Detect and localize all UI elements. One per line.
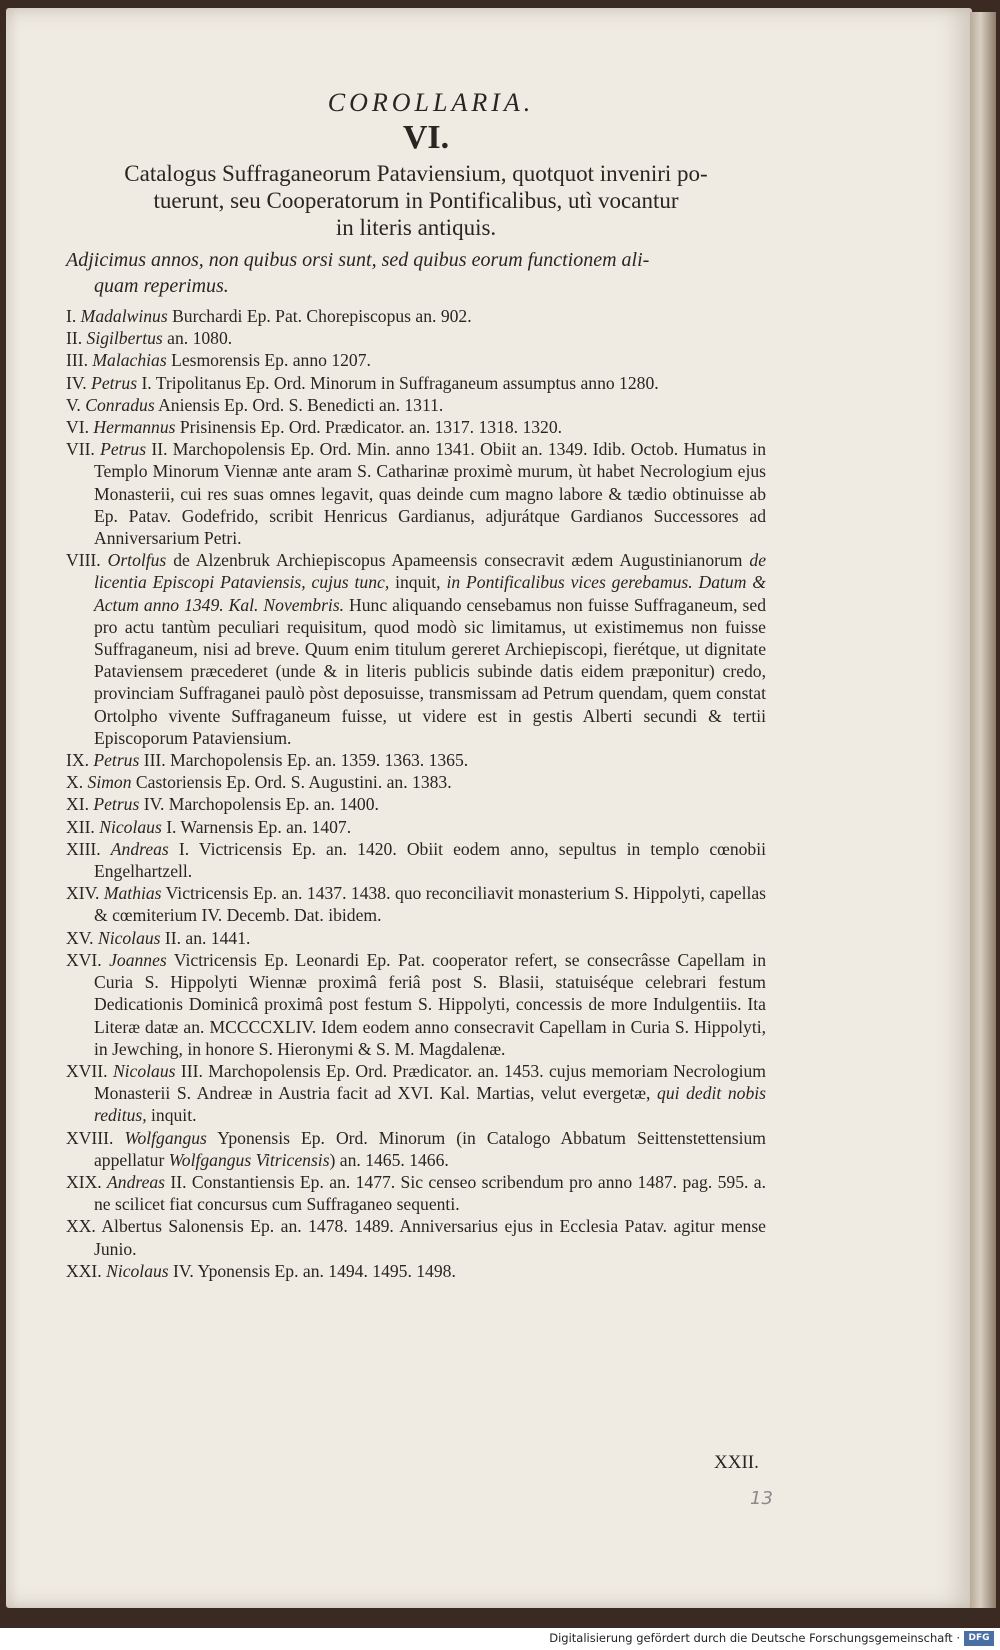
entry-text: Yponensis Ep. Ord. Minorum (in Catalogo Abbatum Seittenstettensium appellatur — [94, 1127, 766, 1170]
title-line: tuerunt, seu Cooperatorum in Pontificalibus, utì vocantur — [153, 188, 679, 213]
entry-text: I. Warnensis Ep. an. 1407. — [161, 816, 352, 837]
list-item — [66, 1060, 766, 1127]
entry-name: Malachias — [92, 350, 167, 371]
section-number: VI. — [402, 119, 450, 156]
entry-text: II. Marchopolensis Ep. Ord. Min. anno 1341. Obiit an. 1349. Idib. Octob. Humatus in Templo Minorum Viennæ ante aram S. Catharinæ proximè murum, ùt habet Necrologium ejus Monasterii, cui res suas omnes legavit, quas deinde cum magno labore & tædio obtinuisse ab Ep. Patav. Godefrido, scribit Henricus Gardianus, adjurátque Gardianos Successores ad Anniversarium Petri. — [94, 439, 766, 549]
entry-number: XVI. — [66, 949, 102, 970]
running-head: COROLLARIA. — [327, 88, 535, 117]
entry-text: IV. Marchopolensis Ep. an. 1400. — [139, 794, 379, 815]
entry-number: IX. — [66, 750, 89, 771]
title-line: Catalogus Suffraganeorum Pataviensium, quotquot inveniri po- — [124, 161, 708, 186]
list-item — [66, 927, 766, 949]
entry-name: Nicolaus — [106, 1260, 169, 1281]
entry-name: Wolfgangus — [124, 1127, 207, 1148]
entry-number: XV. — [66, 927, 94, 948]
entry-name: Sigilbertus — [86, 328, 163, 349]
entry-text: Hunc aliquando censebamus non fuisse Suffraganeum, sed pro actu tantùm peculiari requisitum, quod modò sic limitamus, ut existimemus non fuisse Suffraganeum, nisi ad breve. Quum enim titulum gereret Archiepiscopi, fierétque, ut dignitate Pataviensem præcederet (unde & in literis publicis subinde datis eidem præponitur) credo, provinciam Suffraganei paulò pòst deposuisse, transmissam ad Petrum quendam, quem constat Ortolpho vivente Suffraganeum fuisse, ut videre est in gestis Alberti secundi & tertii Episcoporum Pataviensium. — [94, 594, 766, 748]
entry-text: Albertus Salonensis Ep. an. 1478. 1489. Anniversarius ejus in Ecclesia Patav. agitur mense Junio. — [94, 1216, 766, 1259]
entry-number: VI. — [66, 417, 89, 438]
entry-text: Burchardi Ep. Pat. Chorepiscopus an. 902. — [167, 306, 472, 326]
entry-name: Simon — [87, 772, 132, 793]
list-item — [66, 372, 766, 394]
entry-text: inquit. — [146, 1105, 197, 1126]
entry-number: XVIII. — [66, 1127, 114, 1148]
page-content — [66, 88, 766, 1282]
list-item — [66, 771, 766, 793]
title-line: in literis antiquis. — [335, 215, 497, 240]
entry-name: Mathias — [103, 883, 162, 904]
entry-text: Castoriensis Ep. Ord. S. Augustini. an. 1383. — [131, 772, 452, 793]
entry-name: Nicolaus — [112, 1060, 176, 1081]
entry-number: XII. — [66, 816, 95, 837]
entry-italic: Wolfgangus Vitricensis — [168, 1149, 330, 1170]
section-title — [66, 160, 766, 241]
entry-name: Conradus — [85, 394, 155, 415]
entry-text: Aniensis Ep. Ord. S. Benedicti an. 1311. — [154, 394, 444, 415]
list-item — [66, 838, 766, 882]
entry-text: Prisinensis Ep. Ord. Prædicator. an. 1317. 1318. 1320. — [175, 417, 563, 438]
entry-name: Andreas — [107, 1171, 166, 1192]
entry-number: III. — [66, 350, 88, 371]
list-item — [66, 949, 766, 1060]
list-item — [66, 1127, 766, 1171]
entry-name: Nicolaus — [97, 927, 161, 948]
entry-name: Petrus — [93, 794, 140, 815]
entry-name: Joannes — [109, 949, 167, 970]
entry-number: VII. — [66, 439, 95, 460]
catchword: XXII. — [714, 1452, 759, 1473]
entry-text: de Alzenbruk Archiepiscopus Apameensis consecravit ædem Augustinianorum — [166, 550, 750, 571]
entry-text: II. Constantiensis Ep. an. 1477. Sic censeo scribendum pro anno 1487. pag. 595. a. ne scilicet fiat concursus cum Suffraganeo sequenti. — [94, 1171, 766, 1215]
page-edge — [970, 12, 996, 1608]
intro-line: quam reperimus. — [94, 275, 229, 297]
footer-credit: Digitalisierung gefördert durch die Deutsche Forschungsgemeinschaft · — [549, 1631, 960, 1645]
list-item — [66, 749, 766, 771]
entry-number: XXI. — [66, 1260, 102, 1281]
list-item — [66, 305, 766, 327]
entry-number: XIII. — [66, 838, 101, 859]
entry-number: X. — [66, 772, 84, 793]
entry-text: IV. Yponensis Ep. an. 1494. 1495. 1498. — [168, 1260, 456, 1281]
entry-name: Petrus — [100, 439, 147, 460]
list-item — [66, 793, 766, 815]
entry-name: Petrus — [93, 750, 140, 771]
entry-number: XIX. — [66, 1171, 102, 1192]
entry-text: Lesmorensis Ep. anno 1207. — [166, 350, 371, 371]
entry-text: III. Marchopolensis Ep. an. 1359. 1363. 1365. — [139, 750, 469, 771]
intro-line: Adjicimus annos, non quibus orsi sunt, sed quibus eorum functionem ali- — [66, 249, 650, 271]
entry-italic: de licentia Episcopi Pataviensis, cujus tunc, — [94, 550, 767, 593]
entry-number: V. — [66, 394, 81, 415]
suffragan-list — [66, 305, 766, 1282]
entry-text: an. 1080. — [162, 328, 233, 349]
entry-number: XI. — [66, 794, 89, 815]
list-item — [66, 416, 766, 438]
entry-number: XX. — [66, 1216, 96, 1237]
intro-note — [66, 247, 766, 299]
entry-name: Andreas — [110, 838, 169, 859]
entry-name: Nicolaus — [99, 816, 162, 837]
entry-text: Victricensis Ep. an. 1437. 1438. quo reconciliavit monasterium S. Hippolyti, capellas & cœmiterium IV. Decemb. Dat. ibidem. — [94, 883, 766, 926]
entry-number: IV. — [66, 372, 87, 393]
list-item — [66, 549, 766, 749]
list-item — [66, 1171, 766, 1215]
entry-name: Madalwinus — [80, 306, 168, 326]
list-item — [66, 1215, 766, 1259]
list-item — [66, 816, 766, 838]
footer-bar — [0, 1628, 1000, 1650]
entry-italic: qui dedit nobis reditus, — [94, 1083, 766, 1126]
entry-number: II. — [66, 328, 83, 349]
entry-text: Victricensis Ep. Leonardi Ep. Pat. cooperator refert, se consecrâsse Capellam in Curia S. Hippolyti Wiennæ proximâ feriâ post S. Blasii, statuiséque celebrari festum Dedicationis Dominicâ proximâ post festum S. Hippolyti, concessis de more Indulgentiis. Ita Literæ datæ an. MCCCCXLIV. Idem eodem anno consecravit Capellam in Curia S. Hippolyti, in Jewching, in honore S. Hieronymi & S. M. Magdalenæ. — [94, 949, 766, 1059]
list-item — [66, 882, 766, 926]
entry-text: I. Tripolitanus Ep. Ord. Minorum in Suffraganeum assumptus anno 1280. — [137, 372, 659, 393]
list-item — [66, 327, 766, 349]
entry-number: I. — [66, 306, 77, 326]
list-item — [66, 394, 766, 416]
entry-italic: in Pontificalibus vices gerebamus. Datum & Actum anno 1349. Kal. Novembris. — [94, 572, 766, 615]
entry-text: ) an. 1465. 1466. — [329, 1149, 449, 1170]
entry-text: I. Victricensis Ep. an. 1420. Obiit eodem anno, sepultus in templo cœnobii Engelhartzell. — [94, 838, 766, 882]
entry-text: inquit, — [389, 572, 447, 593]
dfg-logo: DFG — [964, 1631, 994, 1646]
entry-name: Hermannus — [93, 417, 176, 438]
pencil-note: 13 — [750, 1488, 773, 1509]
list-item — [66, 438, 766, 549]
entry-number: XIV. — [66, 883, 100, 904]
list-item — [66, 1260, 766, 1282]
entry-name: Ortolfus — [107, 550, 167, 571]
entry-text: II. an. 1441. — [160, 927, 251, 948]
entry-number: XVII. — [66, 1060, 108, 1081]
list-item — [66, 349, 766, 371]
entry-name: Petrus — [91, 372, 138, 393]
entry-number: VIII. — [66, 550, 101, 571]
entry-text: III. Marchopolensis Ep. Ord. Prædicator. an. 1453. cujus memoriam Necrologium Monasterii S. Andreæ in Austria facit ad XVI. Kal. Martias, velut evergetæ, — [94, 1060, 766, 1104]
